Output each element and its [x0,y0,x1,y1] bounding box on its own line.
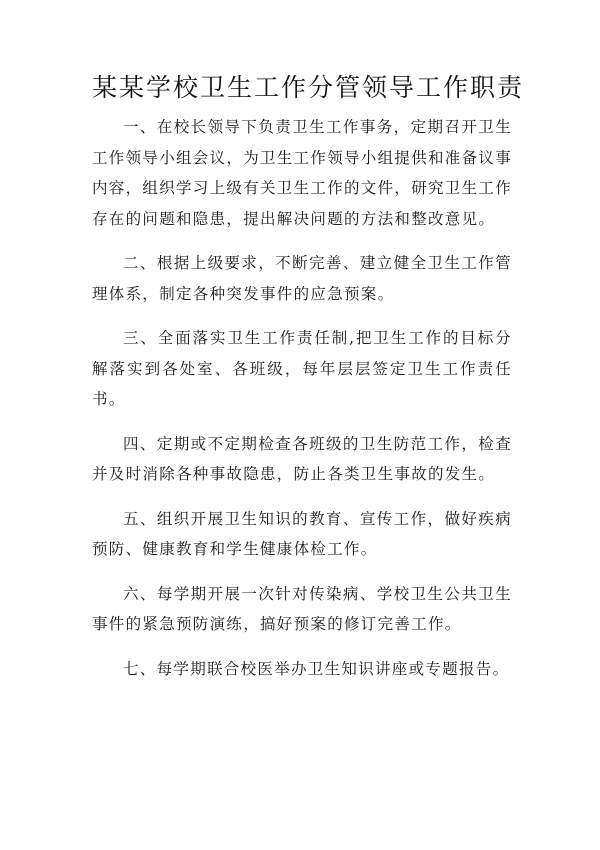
duty-paragraph-5: 五、组织开展卫生知识的教育、宣传工作，做好疾病预防、健康教育和学生健康体检工作。 [92,509,512,558]
duty-paragraph-1: 一、在校长领导下负责卫生工作事务，定期召开卫生工作领导小组会议，为卫生工作领导小组提供和准备议事内容，组织学习上级有关卫生工作的文件，研究卫生工作存在的问题和隐患，提出解决问题的方法和整改意见。 [92,118,513,228]
duty-paragraph-2: 二、根据上级要求，不断完善、建立健全卫生工作管理体系，制定各种突发事件的应急预案。 [92,254,512,303]
duty-paragraph-6: 六、每学期开展一次针对传染病、学校卫生公共卫生事件的紧急预防演练，搞好预案的修订完善工作。 [92,584,512,633]
duty-paragraph-7: 七、每学期联合校医举办卫生知识讲座或专题报告。 [123,659,510,678]
document-title: 某某学校卫生工作分管领导工作职责 [92,73,525,102]
duty-paragraph-3: 三、全面落实卫生工作责任制,把卫生工作的目标分解落实到各处室、各班级，每年层层签定卫生工作责任书。 [92,329,512,408]
document-body [92,112,512,698]
duty-paragraph-4: 四、定期或不定期检查各班级的卫生防范工作，检查并及时消除各种事故隐患，防止各类卫生事故的发生。 [92,434,512,483]
